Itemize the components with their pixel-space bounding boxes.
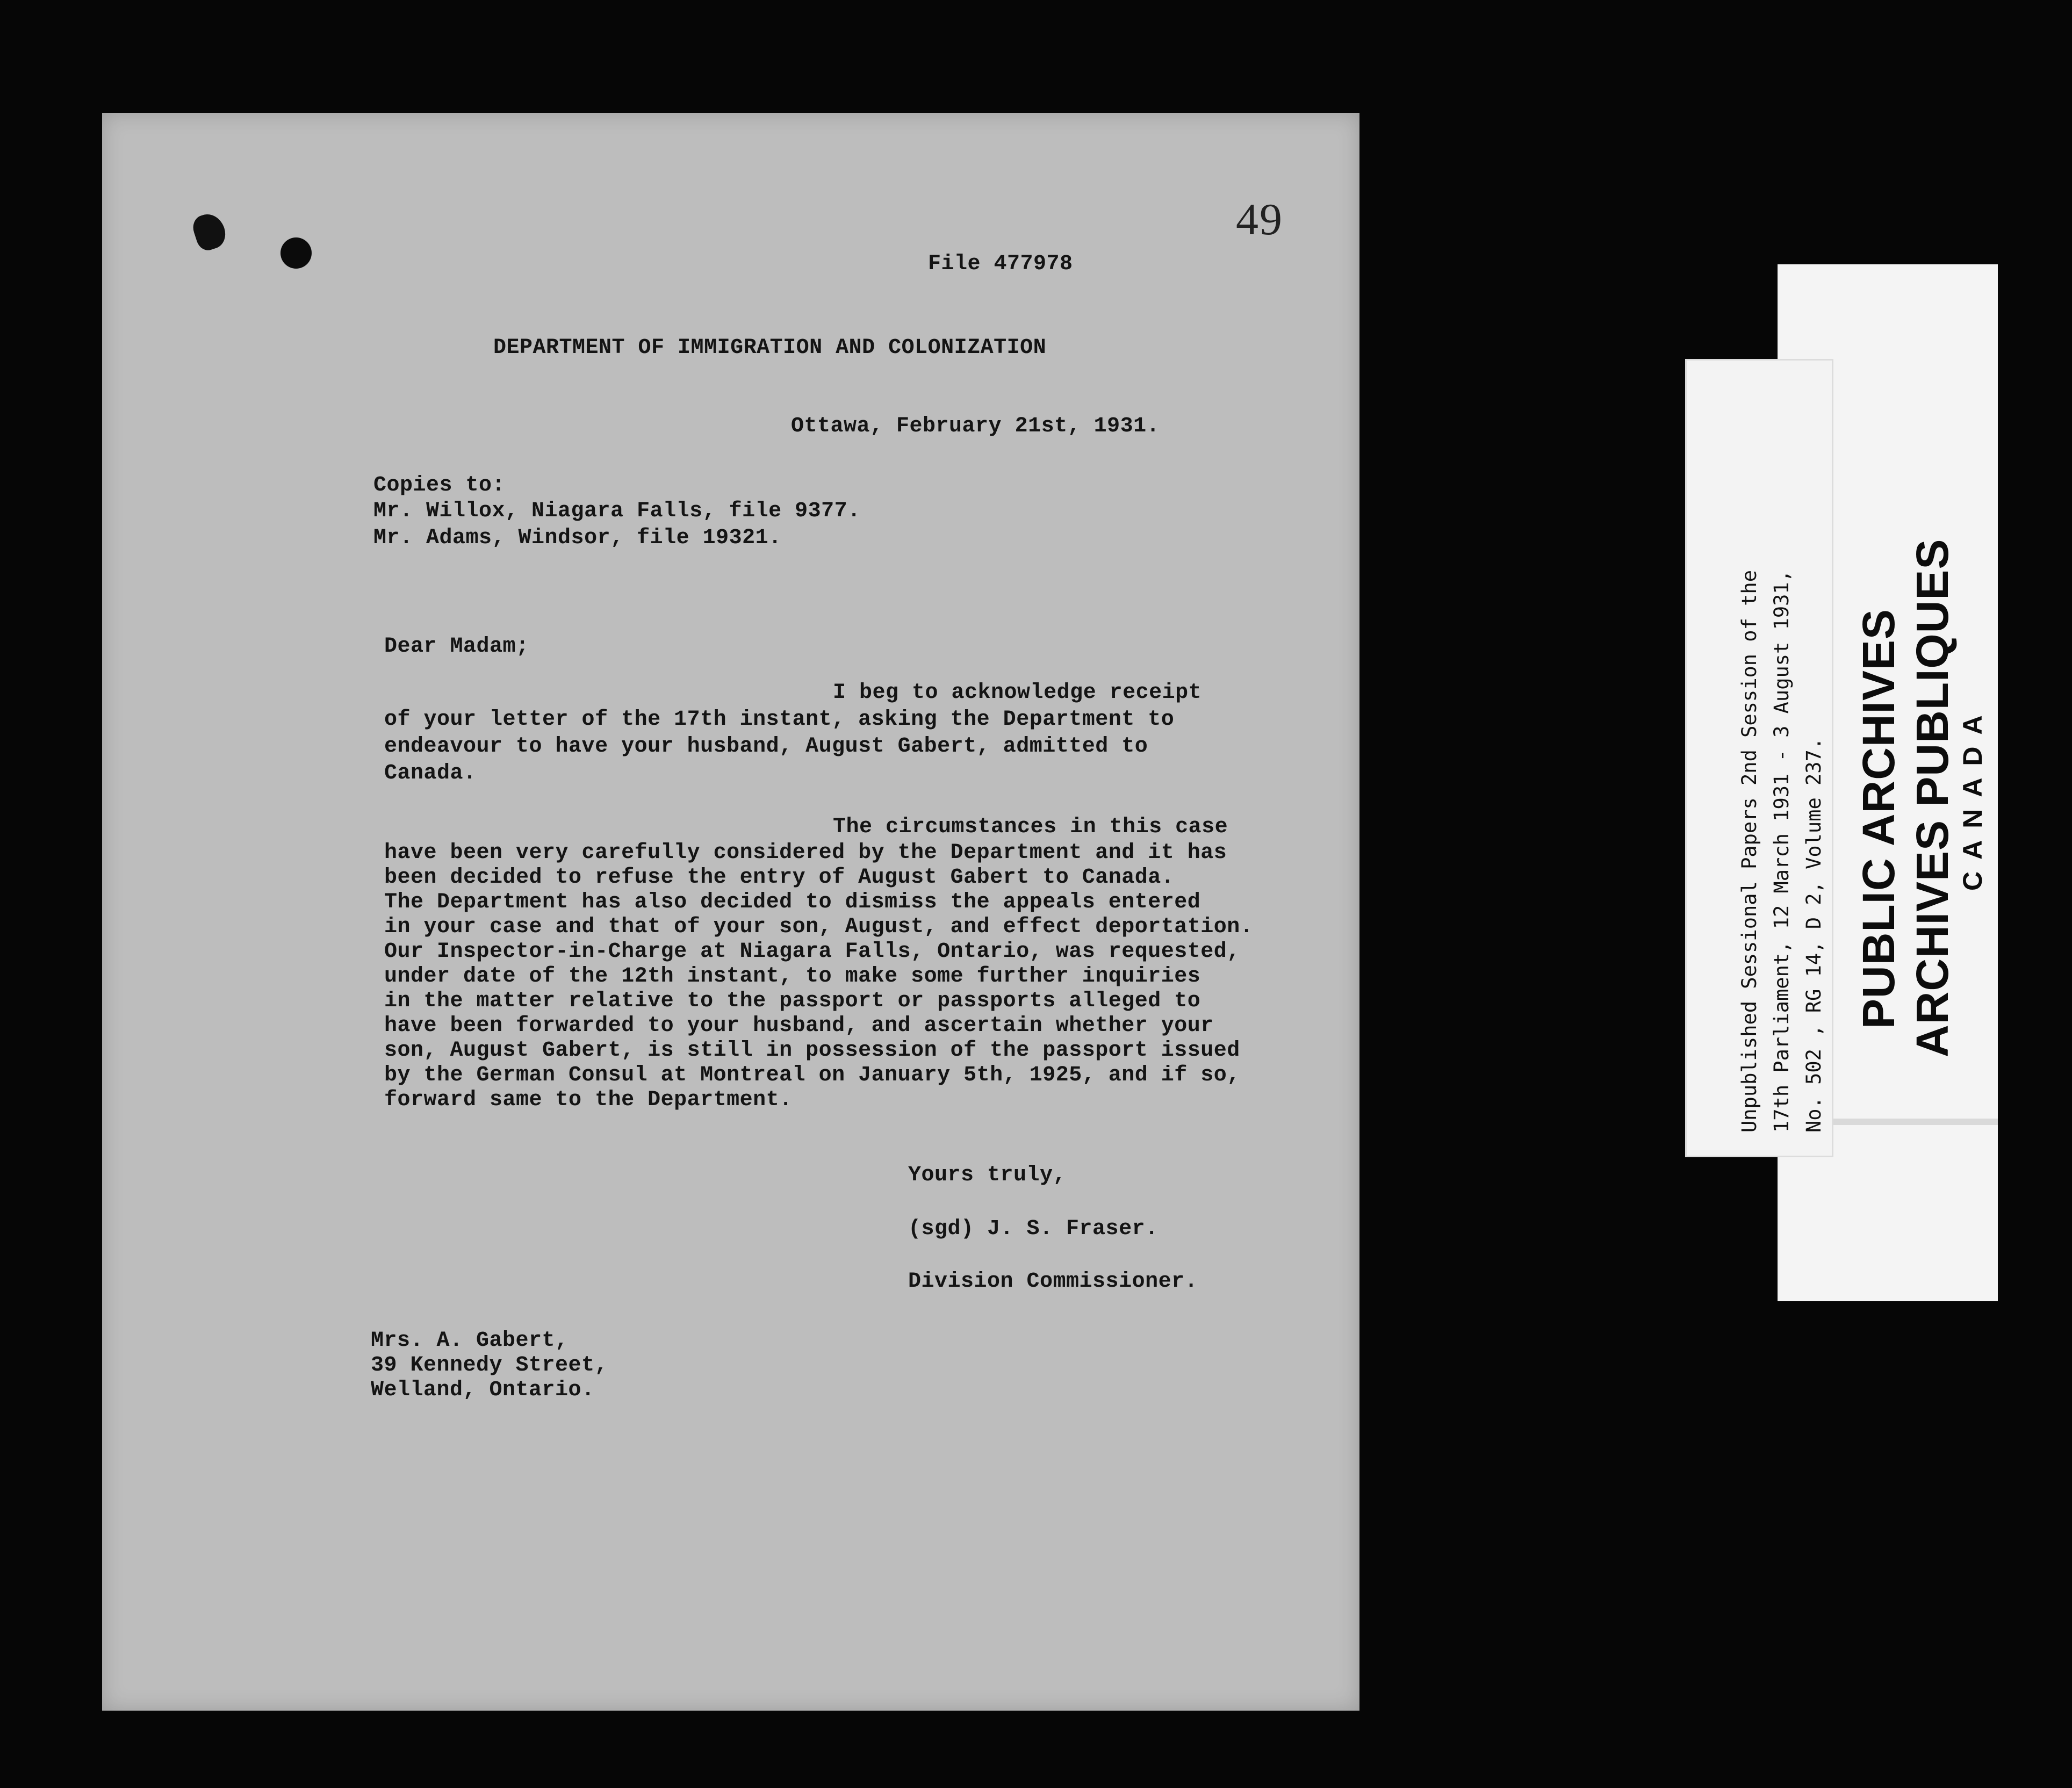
punch-hole [280, 237, 312, 269]
body-line: of your letter of the 17th instant, asking the Department to [384, 708, 1175, 732]
body-line: in the matter relative to the passport or passports alleged to [384, 989, 1201, 1013]
signer-title: Division Commissioner. [908, 1270, 1198, 1294]
body-line: been decided to refuse the entry of August Gabert to Canada. [384, 866, 1175, 890]
body-line: son, August Gabert, is still in possession of the passport issued [384, 1039, 1240, 1063]
body-line: under date of the 12th instant, to make some further inquiries [384, 964, 1201, 989]
body-line: forward same to the Department. [384, 1088, 793, 1112]
reference-line: No. 502 , RG 14, D 2, Volume 237. [1802, 737, 1825, 1133]
archive-stamp-canada: CANADA [1958, 703, 1988, 891]
addressee-line: Welland, Ontario. [371, 1378, 595, 1402]
file-reference: File 477978 [928, 252, 1073, 276]
body-line: have been very carefully considered by the Department and it has [384, 841, 1227, 865]
body-line: The Department has also decided to dismiss the appeals entered [384, 890, 1201, 914]
addressee-line: Mrs. A. Gabert, [371, 1329, 569, 1353]
signature: (sgd) J. S. Fraser. [908, 1217, 1159, 1241]
body-line: I beg to acknowledge receipt [833, 681, 1202, 705]
copies-line: Mr. Willox, Niagara Falls, file 9377. [373, 499, 861, 523]
body-line: by the German Consul at Montreal on January 5th, 1925, and if so, [384, 1063, 1240, 1087]
closing: Yours truly, [908, 1163, 1067, 1187]
dateline: Ottawa, February 21st, 1931. [791, 414, 1160, 438]
body-line: Our Inspector-in-Charge at Niagara Falls, Ontario, was requested, [384, 940, 1240, 964]
addressee-line: 39 Kennedy Street, [371, 1353, 608, 1378]
page-number: 49 [1236, 194, 1283, 244]
copies-heading: Copies to: [373, 473, 506, 498]
department-heading: DEPARTMENT OF IMMIGRATION AND COLONIZATION [493, 336, 1047, 360]
reference-line: 17th Parliament, 12 March 1931 - 3 August 1931, [1770, 570, 1793, 1133]
body-line: have been forwarded to your husband, and ascertain whether your [384, 1014, 1214, 1038]
body-line: endeavour to have your husband, August Gabert, admitted to [384, 734, 1148, 759]
archive-stamp-line: ARCHIVES PUBLIQUES [1907, 538, 1958, 1057]
body-line: Canada. [384, 761, 477, 785]
body-line: The circumstances in this case [833, 815, 1228, 839]
reference-line: Unpublished Sessional Papers 2nd Session of the [1738, 570, 1761, 1133]
body-line: in your case and that of your son, August, and effect deportation. [384, 915, 1254, 939]
salutation: Dear Madam; [384, 635, 529, 659]
archive-stamp-line: PUBLIC ARCHIVES [1853, 609, 1904, 1029]
copies-line: Mr. Adams, Windsor, file 19321. [373, 526, 782, 550]
